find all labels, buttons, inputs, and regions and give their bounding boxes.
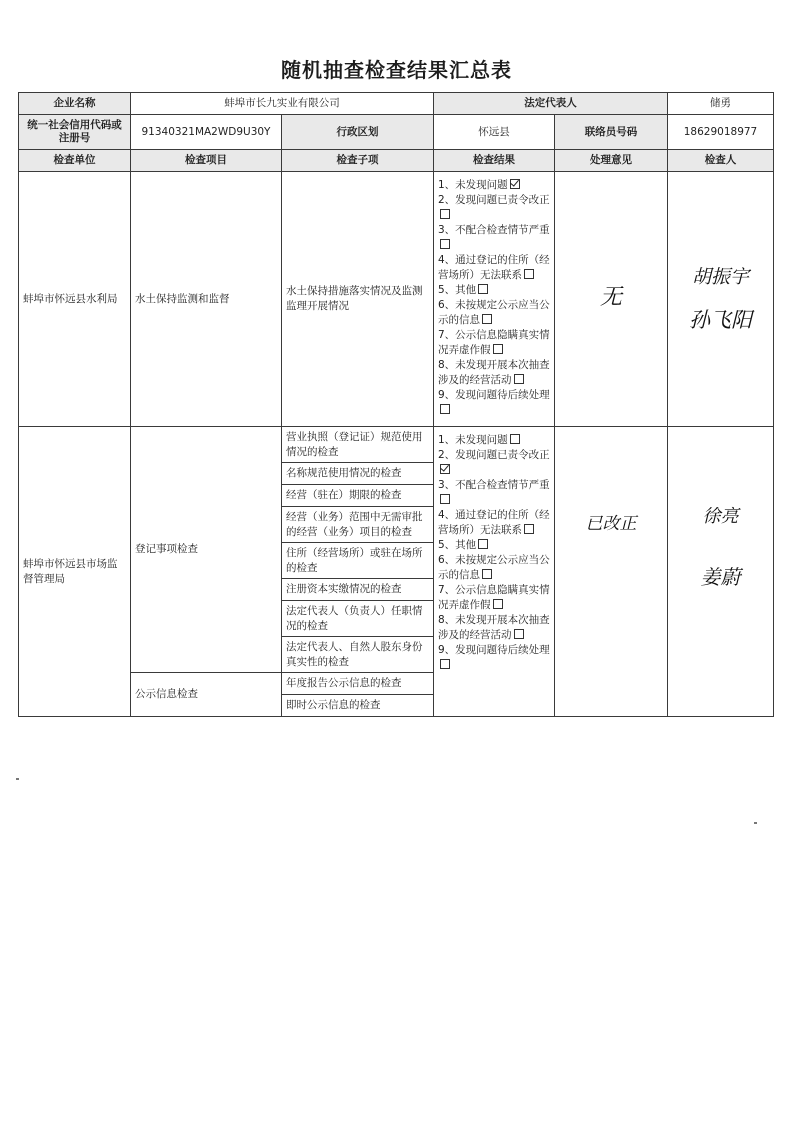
inspector-signature-2: 姜蔚	[700, 565, 741, 589]
checkbox-icon	[524, 269, 534, 279]
section-1-opinion	[555, 172, 668, 427]
result-option	[438, 538, 550, 553]
checkbox-icon	[482, 569, 492, 579]
result-option	[438, 613, 550, 643]
result-option-label: 5、其他	[438, 539, 477, 551]
sub-item: 名称规范使用情况的检查	[282, 463, 434, 485]
result-option	[438, 328, 550, 358]
sub-item: 经营（业务）范围中无需审批的经营（业务）项目的检查	[282, 507, 434, 543]
contact-label: 联络员号码	[555, 115, 668, 150]
result-option-label: 7、公示信息隐瞒真实情况弄虚作假	[438, 584, 550, 611]
result-option	[438, 583, 550, 613]
checkbox-icon	[440, 239, 450, 249]
result-option	[438, 193, 550, 223]
result-option-label: 4、通过登记的住所（经营场所）无法联系	[438, 509, 550, 536]
result-option-label: 1、未发现问题	[438, 434, 508, 446]
section-1-row	[19, 172, 774, 427]
sub-item: 营业执照（登记证）规范使用情况的检查	[282, 427, 434, 463]
section-1-unit: 蚌埠市怀远县水利局	[19, 172, 131, 427]
result-option-label: 5、其他	[438, 284, 477, 296]
result-option-label: 9、发现问题待后续处理	[438, 389, 550, 401]
col-header-inspector: 检查人	[668, 150, 774, 172]
section-2-item-a: 登记事项检查	[131, 427, 282, 673]
checkbox-icon	[514, 374, 524, 384]
column-header-row	[19, 150, 774, 172]
result-option-label: 8、未发现开展本次抽查涉及的经营活动	[438, 359, 550, 386]
result-option	[438, 283, 550, 298]
checkbox-icon	[478, 284, 488, 294]
page-title: 随机抽查检查结果汇总表	[281, 58, 512, 82]
result-option-label: 3、不配合检查情节严重	[438, 224, 550, 236]
section-2-results	[434, 427, 555, 717]
section-2-opinion	[555, 427, 668, 717]
opinion-handwriting: 无	[599, 284, 622, 310]
inspector-signature-1: 胡振宇	[691, 266, 749, 288]
section-1-sub: 水土保持措施落实情况及监测监理开展情况	[282, 172, 434, 427]
result-option	[438, 643, 550, 673]
checkbox-icon	[510, 434, 520, 444]
section-1-item: 水土保持监测和监督	[131, 172, 282, 427]
sub-item: 住所（经营场所）或驻在场所的检查	[282, 543, 434, 579]
opinion-handwriting: 已改正	[585, 514, 637, 534]
scan-speck	[16, 778, 19, 780]
checkbox-icon	[493, 344, 503, 354]
checkbox-icon	[478, 539, 488, 549]
col-header-item: 检查项目	[131, 150, 282, 172]
result-option-label: 6、未按规定公示应当公示的信息	[438, 554, 550, 581]
checked-box-icon	[440, 464, 450, 474]
district-label: 行政区划	[282, 115, 434, 150]
results-summary-table	[18, 92, 774, 717]
checkbox-icon	[493, 599, 503, 609]
result-option	[438, 388, 550, 418]
sub-item: 注册资本实缴情况的检查	[282, 579, 434, 601]
result-option	[438, 553, 550, 583]
company-value: 蚌埠市长九实业有限公司	[131, 93, 434, 115]
credit-code-label: 统一社会信用代码或注册号	[19, 115, 131, 150]
checkbox-icon	[440, 209, 450, 219]
section-1-results	[434, 172, 555, 427]
checkbox-icon	[440, 404, 450, 414]
result-option-label: 2、发现问题已责令改正	[438, 449, 550, 461]
inspector-signature-2: 孙飞阳	[689, 308, 752, 332]
result-option	[438, 223, 550, 253]
company-label: 企业名称	[19, 93, 131, 115]
checkbox-icon	[440, 494, 450, 504]
checked-box-icon	[510, 179, 520, 189]
result-option-label: 7、公示信息隐瞒真实情况弄虚作假	[438, 329, 550, 356]
section-2-inspectors	[668, 427, 774, 717]
sub-item: 年度报告公示信息的检查	[282, 673, 434, 695]
checkbox-icon	[440, 659, 450, 669]
result-option-label: 1、未发现问题	[438, 179, 508, 191]
sub-item: 法定代表人（负责人）任职情况的检查	[282, 601, 434, 637]
result-option	[438, 253, 550, 283]
district-value: 怀远县	[434, 115, 555, 150]
checkbox-icon	[514, 629, 524, 639]
col-header-result: 检查结果	[434, 150, 555, 172]
contact-value: 18629018977	[668, 115, 774, 150]
col-header-sub: 检查子项	[282, 150, 434, 172]
result-option-label: 4、通过登记的住所（经营场所）无法联系	[438, 254, 550, 281]
result-option-label: 2、发现问题已责令改正	[438, 194, 550, 206]
credit-code-row	[19, 115, 774, 150]
section-2-item-b: 公示信息检查	[131, 673, 282, 717]
result-option	[438, 478, 550, 508]
result-option	[438, 433, 550, 448]
scan-speck	[754, 822, 757, 824]
company-row	[19, 93, 774, 115]
result-option-label: 9、发现问题待后续处理	[438, 644, 550, 656]
section-1-inspectors	[668, 172, 774, 427]
result-option	[438, 298, 550, 328]
col-header-unit: 检查单位	[19, 150, 131, 172]
checkbox-icon	[524, 524, 534, 534]
result-option	[438, 508, 550, 538]
result-option-label: 8、未发现开展本次抽查涉及的经营活动	[438, 614, 550, 641]
result-option-label: 6、未按规定公示应当公示的信息	[438, 299, 550, 326]
sub-item: 即时公示信息的检查	[282, 695, 434, 717]
section-2-row	[19, 427, 774, 463]
inspector-signature-1: 徐亮	[702, 506, 739, 527]
sub-item: 经营（驻在）期限的检查	[282, 485, 434, 507]
sub-item: 法定代表人、自然人股东身份真实性的检查	[282, 637, 434, 673]
legal-rep-value: 储勇	[668, 93, 774, 115]
section-2-unit: 蚌埠市怀远县市场监督管理局	[19, 427, 131, 717]
result-option-label: 3、不配合检查情节严重	[438, 479, 550, 491]
legal-rep-label: 法定代表人	[434, 93, 668, 115]
credit-code-value: 91340321MA2WD9U30Y	[131, 115, 282, 150]
col-header-opinion: 处理意见	[555, 150, 668, 172]
checkbox-icon	[482, 314, 492, 324]
result-option	[438, 448, 550, 478]
result-option	[438, 178, 550, 193]
result-option	[438, 358, 550, 388]
